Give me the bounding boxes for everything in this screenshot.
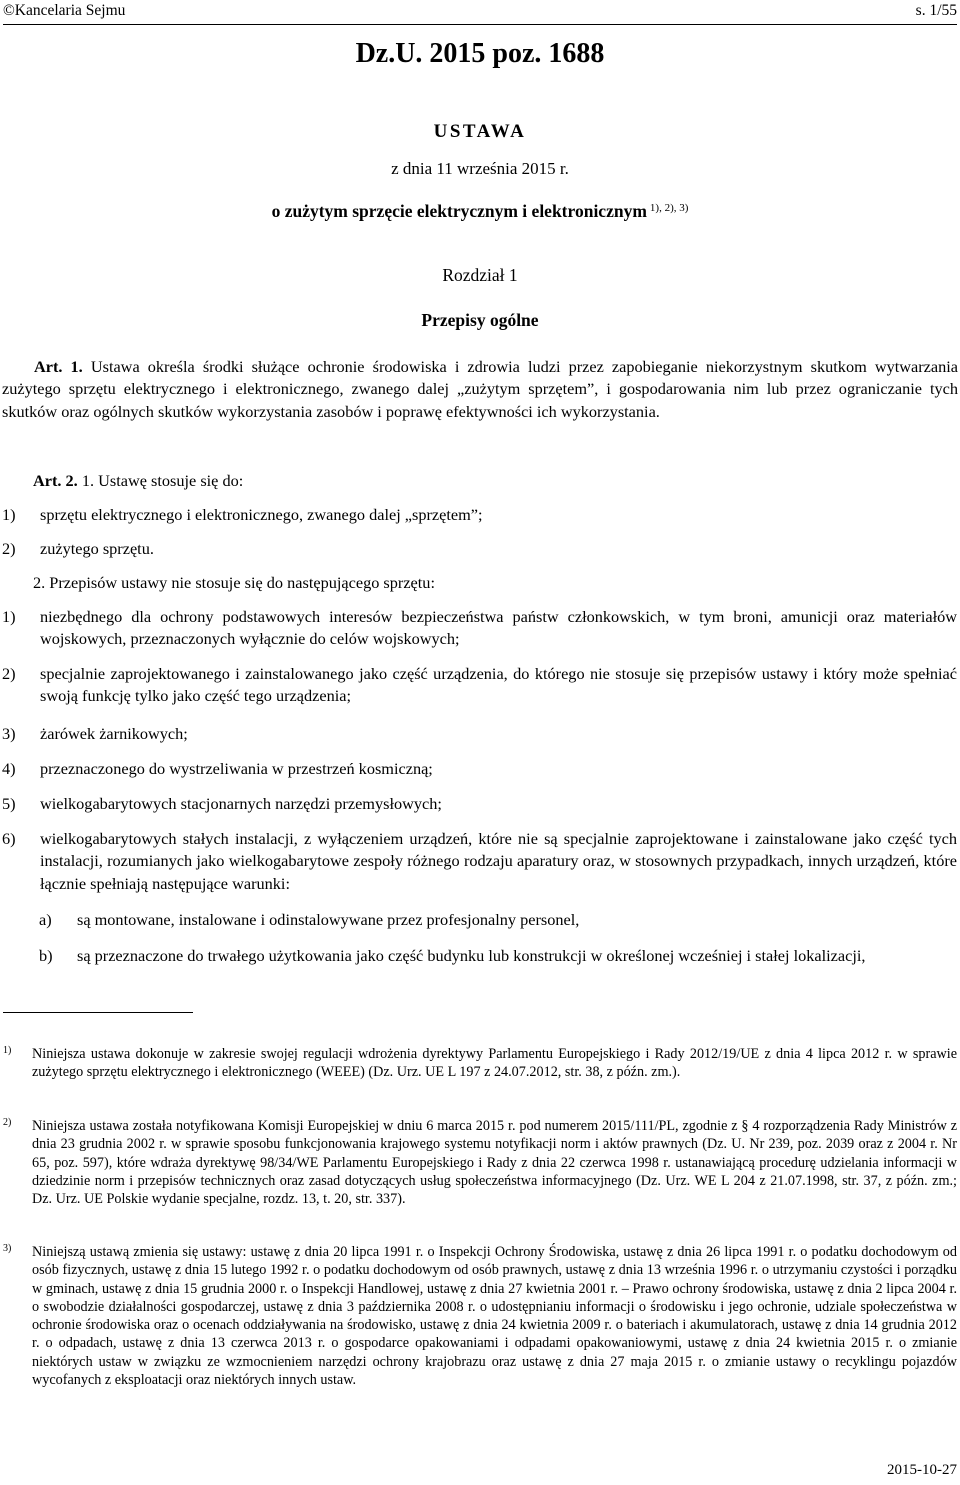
- footer-date: 2015-10-27: [887, 1462, 957, 1478]
- list-item-text: specjalnie zaprojektowanego i zainstalowanego jako część urządzenia, do którego nie stosuje się przepisów ustawy i który może spełniać swoją funkcję tylko jako część tego urządzenia;: [40, 664, 957, 706]
- list-item-number: 1): [2, 607, 16, 626]
- header-divider: [3, 24, 957, 25]
- list-item-text: wielkogabarytowych stacjonarnych narzędzi przemysłowych;: [40, 794, 442, 813]
- sub-item-text: są przeznaczone do trwałego użytkowania jako część budynku lub konstrukcji w określonej wcześniej i stałej lokalizacji,: [77, 946, 866, 965]
- list-item-number: 6): [2, 829, 16, 848]
- footnote-number: 3): [3, 1243, 12, 1254]
- footnote-number: 2): [3, 1117, 12, 1128]
- footnote-text: Niniejszą ustawą zmienia się ustawy: ustawę z dnia 20 lipca 1991 r. o Inspekcji Ochrony Środowiska, ustawę z dnia 26 lipca 1991 r. o podatku dochodowym od osób fizycznych, ustawę z dnia 15 lutego 1992 r. o podatku dochodowym od osób prawnych, ustawę z dnia 13 września 1996 r. o utrzymaniu czystości i porządku w gminach, ustawę z dnia 15 grudnia 2000 r. o Inspekcji Handlowej, ustawę z dnia 27 kwietnia 2001 r. – Prawo ochrony środowiska, ustawę z dnia 2 lipca 2004 r. o swobodzie działalności gospodarczej, ustawę z dnia 3 października 2008 r. o udostępnianiu informacji o środowisku i jego ochronie, udziale społeczeństwa w ochronie środowiska oraz o ocenach oddziaływania na środowisko, ustawę z dnia 24 kwietnia 2009 r. o bateriach i akumulatorach, ustawę z dnia 14 grudnia 2012 r. o odpadach, ustawę z dnia 13 czerwca 2013 r. o gospodarce opakowaniami i odpadami opakowaniowymi, ustawę z dnia 24 kwietnia 2015 r. o zmianie niektórych ustaw w związku ze wzmocnieniem narzędzi ochrony krajobrazu oraz ustawę z dnia 27 maja 2015 r. o zmianie ustawy o recyklingu pojazdów wycofanych z eksploatacji oraz niektórych innych ustaw.: [32, 1244, 957, 1389]
- article-2-label: Art. 2.: [33, 471, 78, 490]
- list-item-text: zużytego sprzętu.: [40, 539, 154, 558]
- list-item-number: 4): [2, 759, 16, 778]
- footnote-number: 1): [3, 1045, 12, 1056]
- article-2-para-1: [33, 470, 243, 492]
- act-subject: [0, 201, 960, 222]
- list-item-text: niezbędnego dla ochrony podstawowych interesów bezpieczeństwa państw członkowskich, w tym broni, amunicji oraz materiałów wojskowych, przeznaczonych wyłącznie do celów wojskowych;: [40, 607, 957, 649]
- list-item: [2, 758, 957, 780]
- list-item: [2, 538, 957, 560]
- list-item: [2, 723, 957, 745]
- list-item: [2, 606, 957, 651]
- page-header: [3, 2, 957, 24]
- footnote-text: Niniejsza ustawa dokonuje w zakresie swojej regulacji wdrożenia dyrektywy Parlamentu Europejskiego i Rady 2012/19/UE z dnia 4 lipca 2012 r. w sprawie zużytego sprzętu elektrycznego i elektronicznego (WEEE) (Dz. Urz. UE L 197 z 24.07.2012, str. 38, z późn. zm.).: [32, 1046, 957, 1081]
- act-type: USTAWA: [433, 121, 527, 142]
- chapter-number: Rozdział 1: [442, 265, 518, 285]
- list-item: [2, 793, 957, 815]
- list-item-number: 1): [2, 505, 16, 524]
- list-item-text: wielkogabarytowych stałych instalacji, z wyłączeniem urządzeń, które nie są specjalnie zaprojektowane i zainstalowane jako część tych instalacji, rozumianych jako wielkogabarytowe zespoły różnego rodzaju aparatury oraz, w stosownych przypadkach, innych urządzeń, które łącznie spełniają następujące warunki:: [40, 829, 957, 893]
- article-2-para-1-intro: 1. Ustawę stosuje się do:: [81, 471, 244, 490]
- list-item: [2, 504, 957, 526]
- sub-item: [39, 945, 957, 967]
- list-item-number: 2): [2, 664, 16, 683]
- list-item-number: 2): [2, 539, 16, 558]
- list-item-text: żarówek żarnikowych;: [40, 724, 188, 743]
- footnote-text: Niniejsza ustawa została notyfikowana Komisji Europejskiej w dniu 6 marca 2015 r. pod numerem 2015/111/PL, zgodnie z § 4 rozporządzenia Rady Ministrów z dnia 23 grudnia 2002 r. w sprawie sposobu funkcjonowania krajowego systemu notyfikacji norm i aktów prawnych (Dz. U. Nr 239, poz. 2039 oraz z 2004 r. Nr 65, poz. 597), które wdraża dyrektywę 98/34/WE Parlamentu Europejskiego i Rady z dnia 22 czerwca 1998 r. ustanawiającą procedurę udzielania informacji w dziedzinie norm i przepisów technicznych oraz zasad dotyczących usług społeczeństwa informacyjnego (Dz. Urz. WE L 204 z 21.07.1998, str. 37, z późn. zm.; Dz. Urz. UE Polskie wydanie specjalne, rozdz. 13, t. 20, str. 337).: [32, 1118, 957, 1208]
- article-1: [2, 356, 958, 423]
- list-item: [2, 663, 957, 708]
- list-item-number: 3): [2, 724, 16, 743]
- act-date: z dnia 11 września 2015 r.: [391, 159, 569, 178]
- footnote: [3, 1045, 957, 1082]
- sub-item-letter: a): [39, 910, 52, 929]
- footnote: [3, 1117, 957, 1208]
- article-1-label: Art. 1.: [34, 357, 83, 376]
- footnote-refs: 1), 2), 3): [649, 202, 689, 214]
- journal-reference: Dz.U. 2015 poz. 1688: [355, 38, 605, 69]
- list-item-text: przeznaczonego do wystrzeliwania w przestrzeń kosmiczną;: [40, 759, 433, 778]
- footnote-divider: [3, 1012, 193, 1013]
- footnote: [3, 1243, 957, 1389]
- act-subject-text: o zużytym sprzęcie elektrycznym i elektronicznym: [271, 201, 647, 221]
- article-2-para-2-intro: 2. Przepisów ustawy nie stosuje się do następującego sprzętu:: [33, 573, 435, 592]
- list-item-text: sprzętu elektrycznego i elektronicznego, zwanego dalej „sprzętem”;: [40, 505, 483, 524]
- sub-item-text: są montowane, instalowane i odinstalowywane przez profesjonalny personel,: [77, 910, 580, 929]
- chapter-title: Przepisy ogólne: [421, 310, 539, 330]
- list-item: [2, 828, 957, 895]
- sub-item: [39, 909, 957, 931]
- article-1-text: Ustawa określa środki służące ochronie środowiska i zdrowia ludzi przez zapobieganie niekorzystnym skutkom wytwarzania zużytego sprzętu elektrycznego i elektronicznego, zwanego dalej „zużytym sprzętem”, i gospodarowania nim lub przez ograniczanie tych skutków oraz ogólnych skutków wykorzystania zasobów i poprawę efektywności ich wykorzystania.: [2, 357, 958, 421]
- header-publisher: ©Kancelaria Sejmu: [3, 2, 126, 19]
- list-item-number: 5): [2, 794, 16, 813]
- header-page-number: s. 1/55: [915, 2, 957, 19]
- sub-item-letter: b): [39, 946, 53, 965]
